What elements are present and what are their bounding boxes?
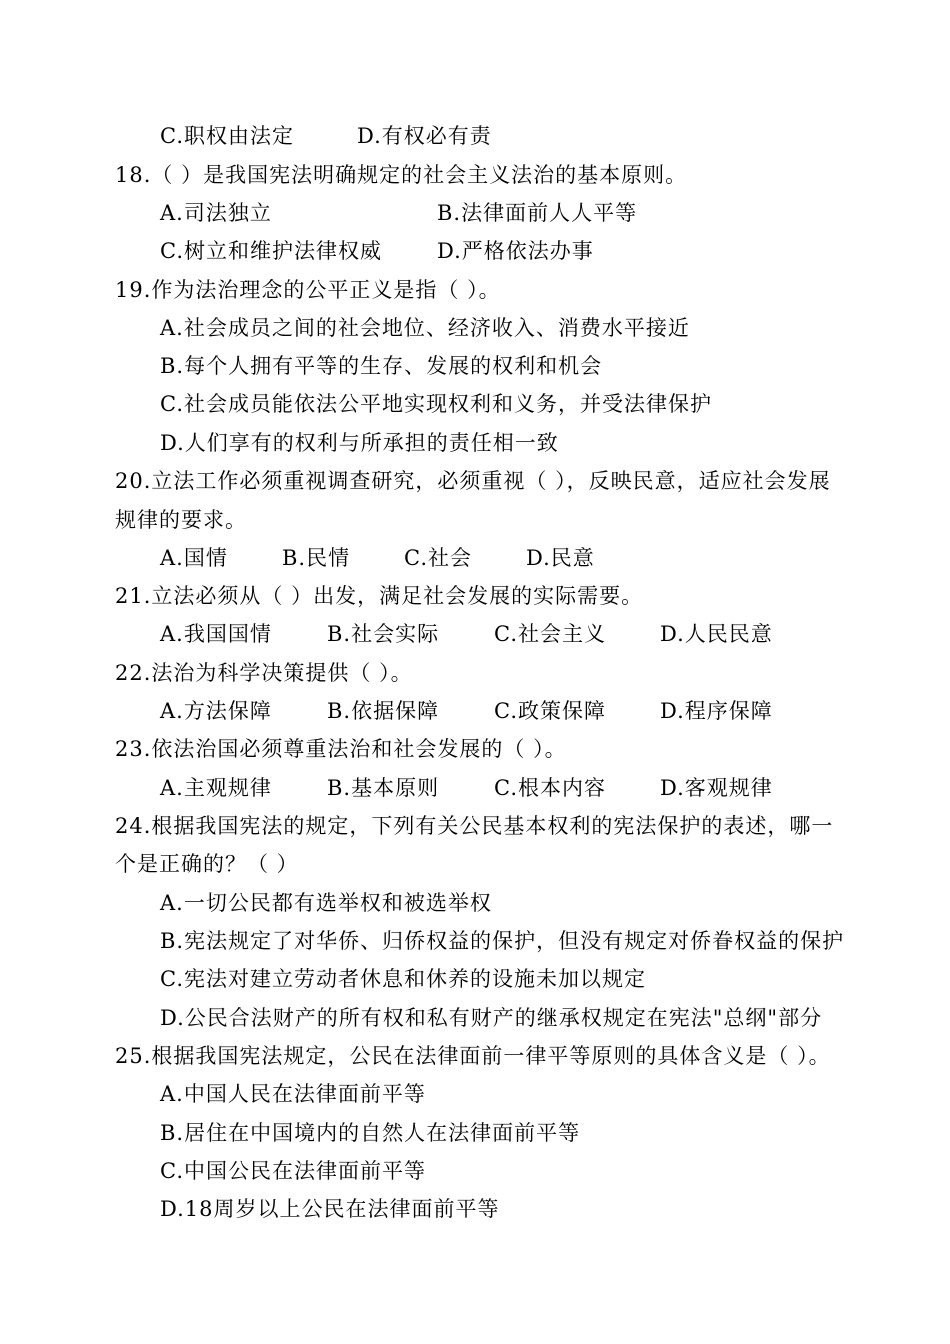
q22-option-b: B.依据保障 [327,699,440,723]
q18-option-b: B.法律面前人人平等 [437,201,638,225]
q19-option-a: A.社会成员之间的社会地位、经济收入、消费水平接近 [160,316,690,340]
q23-option-c: C.根本内容 [494,776,606,800]
q25-option-b: B.居住在中国境内的自然人在法律面前平等 [160,1121,581,1145]
q20-option-a: A.国情 [160,546,228,570]
q21-option-b: B.社会实际 [327,622,440,646]
q21-option-c: C.社会主义 [494,622,606,646]
q24-stem-line1: 24.根据我国宪法的规定，下列有关公民基本权利的宪法保护的表述，哪一 [115,814,834,838]
q22-option-a: A.方法保障 [160,699,272,723]
q21-stem: 21.立法必须从（ ）出发，满足社会发展的实际需要。 [115,584,644,608]
q18-option-a: A.司法独立 [160,201,272,225]
q25-option-c: C.中国公民在法律面前平等 [160,1159,426,1183]
q19-option-c: C.社会成员能依法公平地实现权利和义务，并受法律保护 [160,392,712,416]
q24-stem-line2: 个是正确的？（ ） [115,852,299,876]
q19-option-b: B.每个人拥有平等的生存、发展的权利和机会 [160,354,603,378]
q22-option-d: D.程序保障 [660,699,773,723]
q21-option-a: A.我国国情 [160,622,272,646]
q24-option-b: B.宪法规定了对华侨、归侨权益的保护，但没有规定对侨眷权益的保护 [160,929,845,953]
q18-option-d: D.严格依法办事 [437,239,594,263]
q20-stem-line1: 20.立法工作必须重视调查研究，必须重视（ ），反映民意，适应社会发展 [115,469,831,493]
q18-option-c: C.树立和维护法律权威 [160,239,382,263]
q23-option-a: A.主观规律 [160,776,272,800]
q19-option-d: D.人们享有的权利与所承担的责任相一致 [160,431,559,455]
q20-stem-line2: 规律的要求。 [115,508,247,532]
q21-option-d: D.人民民意 [660,622,773,646]
q20-option-c: C.社会 [404,546,472,570]
q17-option-d: D.有权必有责 [357,124,492,148]
q24-option-c: C.宪法对建立劳动者休息和休养的设施未加以规定 [160,967,646,991]
q22-stem: 22.法治为科学决策提供（ ）。 [115,661,413,685]
q23-option-b: B.基本原则 [327,776,440,800]
q18-stem: 18.（ ）是我国宪法明确规定的社会主义法治的基本原则。 [115,163,688,187]
q20-option-d: D.民意 [526,546,595,570]
q17-option-c: C.职权由法定 [160,124,294,148]
q25-option-a: A.中国人民在法律面前平等 [160,1082,426,1106]
q23-option-d: D.客观规律 [660,776,773,800]
q24-option-a: A.一切公民都有选举权和被选举权 [160,891,492,915]
q24-option-d: D.公民合法财产的所有权和私有财产的继承权规定在宪法"总纲"部分 [160,1006,823,1030]
q25-option-d: D.18周岁以上公民在法律面前平等 [160,1197,500,1221]
q20-option-b: B.民情 [282,546,351,570]
q25-stem: 25.根据我国宪法规定，公民在法律面前一律平等原则的具体含义是（ ）。 [115,1044,831,1068]
q19-stem: 19.作为法治理念的公平正义是指（ ）。 [115,278,501,302]
q22-option-c: C.政策保障 [494,699,606,723]
q23-stem: 23.依法治国必须尊重法治和社会发展的（ ）。 [115,737,567,761]
